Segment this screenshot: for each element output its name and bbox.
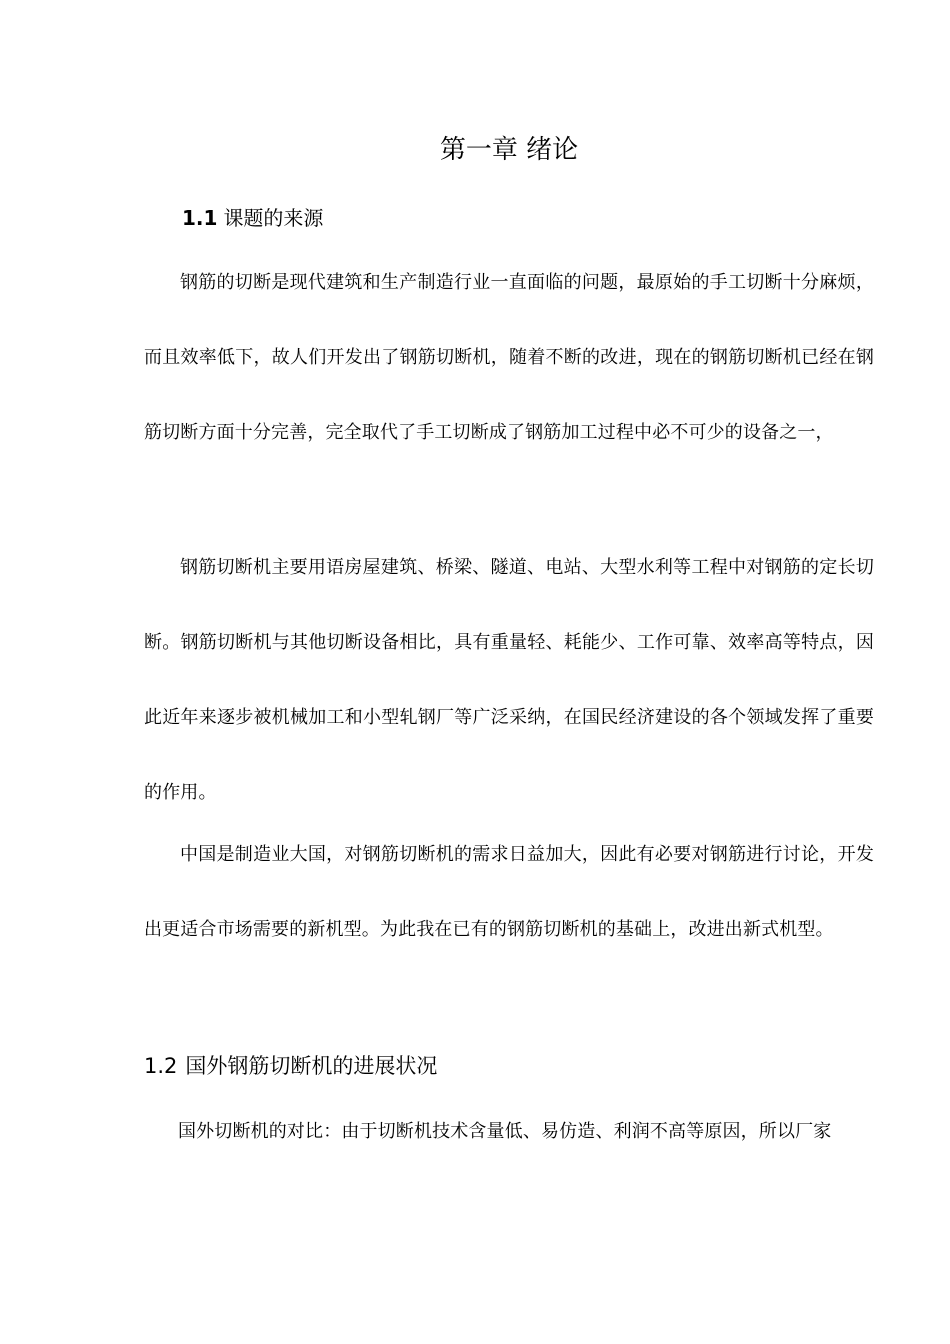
section-title: 课题的来源 (223, 206, 324, 230)
paragraph: 国外切断机的对比：由于切断机技术含量低、易仿造、利润不高等原因，所以厂家 (178, 1121, 832, 1142)
paragraph: 中国是制造业大国，对钢筋切断机的需求日益加大，因此有必要对钢筋进行讨论，开发出更适合市场需要的新机型。为此我在已有的钢筋切断机的基础上，改进出新式机型。 (144, 844, 874, 940)
chapter-title: 第一章 绪论 (439, 135, 579, 165)
section-heading-1-1 (182, 203, 323, 233)
paragraph: 钢筋的切断是现代建筑和生产制造行业一直面临的问题，最原始的手工切断十分麻烦，而且效率低下，故人们开发出了钢筋切断机，随着不断的改进，现在的钢筋切断机已经在钢筋切断方面十分完善，完全取代了手工切断成了钢筋加工过程中必不可少的设备之一， (144, 272, 874, 443)
paragraph: 钢筋切断机主要用语房屋建筑、桥梁、隧道、电站、大型水利等工程中对钢筋的定长切断。钢筋切断机与其他切断设备相比，具有重量轻、耗能少、工作可靠、效率高等特点，因此近年来逐步被机械加工和小型轧钢厂等广泛采纳，在国民经济建设的各个领域发挥了重要的作用。 (144, 557, 874, 803)
section-heading-1-2 (144, 1050, 437, 1082)
section-number: 1.2 (144, 1054, 178, 1078)
section-number: 1.1 (182, 206, 218, 230)
section-title: 国外钢筋切断机的进展状况 (185, 1054, 438, 1078)
